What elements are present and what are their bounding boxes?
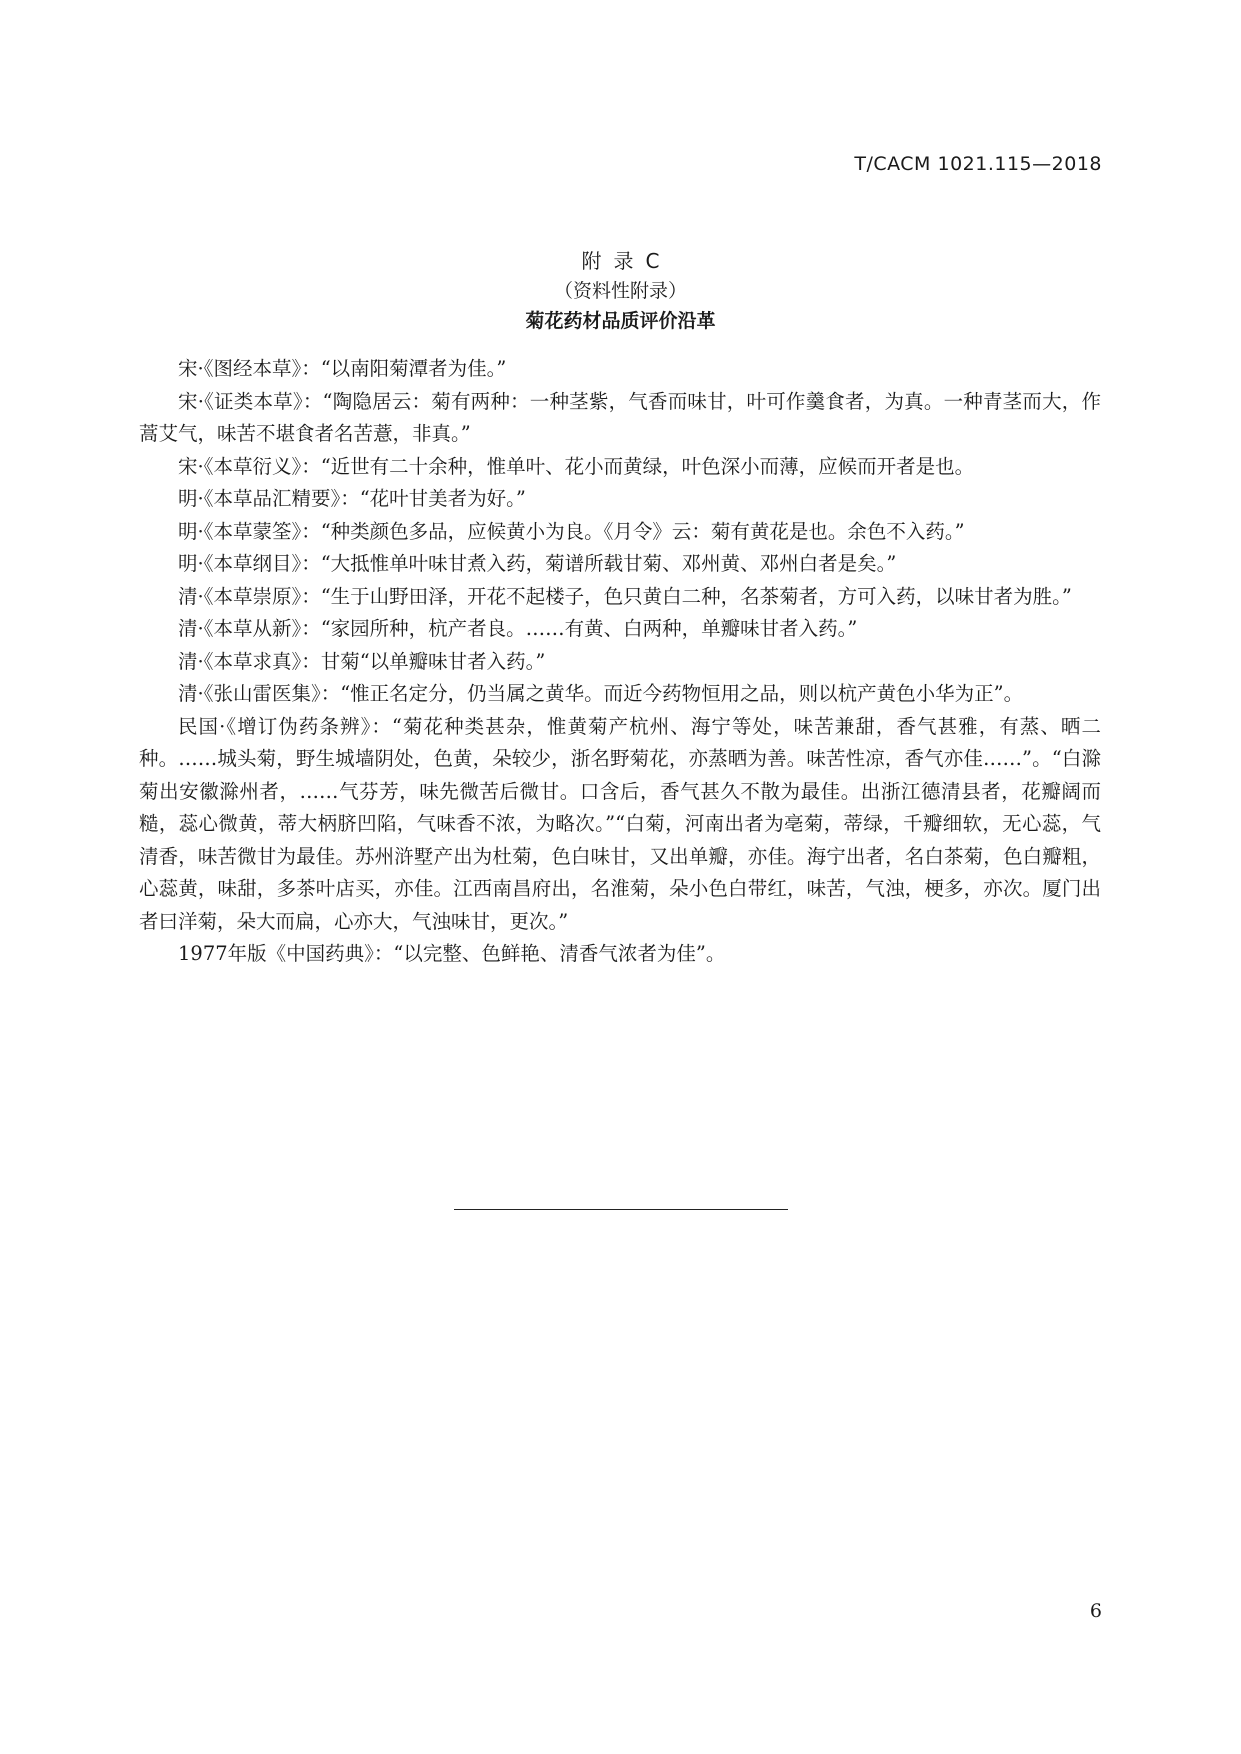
paragraph-ming-pinhui: 明·《本草品汇精要》：“花叶甘美者为好。” <box>178 487 526 510</box>
paragraph-ming-gangmu: 明·《本草纲目》：“大抵惟单叶味甘煮入药，菊谱所载甘菊、邓州黄、邓州白者是矣。” <box>178 552 897 575</box>
paragraph-qing-qiuzhen: 清·《本草求真》：甘菊“以单瓣味甘者入药。” <box>178 649 546 673</box>
document-code: T/CACM 1021.115—2018 <box>854 153 1102 175</box>
page-number: 6 <box>1089 1600 1102 1622</box>
appendix-title: 附录C <box>581 249 672 273</box>
paragraph-song-yanyi: 宋·《本草衍义》：“近世有二十余种，惟单叶、花小而黄绿，叶色深小而薄，应候而开者是也。 <box>178 454 975 478</box>
appendix-subtitle: （资料性附录） <box>553 280 687 302</box>
paragraph-song-tujing: 宋·《图经本草》：“以南阳菊潭者为佳。” <box>178 357 507 380</box>
appendix-heading <box>0 246 1241 336</box>
end-rule <box>454 1209 788 1210</box>
paragraph-minguo-weiyao: 民国·《增订伪药条辨》：“菊花种类甚杂，惟黄菊产杭州、海宁等处，味苦兼甜，香气甚雅，有蒸、晒二种。……城头菊，野生城墙阴处，色黄，朵较少，浙名野菊花，亦蒸晒为善。味苦性凉，香气亦佳……”。“白滁菊出安徽滁州者，……气芬芳，味先微苦后微甘。口含后，香气甚久不散为最佳。出浙江德清县者，花瓣阔而糙，蕊心微黄，蒂大柄脐凹陷，气味香不浓，为略次。”“白菊，河南出者为亳菊，蒂绿，千瓣细软，无心蕊，气清香，味苦微甘为最佳。苏州浒墅产出为杜菊，色白味甘，又出单瓣，亦佳。海宁出者，名白茶菊，色白瓣粗，心蕊黄，味甜，多茶叶店买，亦佳。江西南昌府出，名淮菊，朵小色白带红，味苦，气浊，梗多，亦次。厦门出者曰洋菊，朵大而扁，心亦大，气浊味甘，更次。” <box>139 714 1101 933</box>
paragraph-ming-mengquan: 明·《本草蒙筌》：“种类颜色多品，应候黄小为良。《月令》云：菊有黄花是也。余色不入药。” <box>178 519 965 543</box>
paragraph-qing-chongyuan: 清·《本草崇原》：“生于山野田泽，开花不起楼子，色只黄白二种，名茶菊者，方可入药，以味甘者为胜。” <box>178 584 1072 608</box>
appendix-name: 菊花药材品质评价沿革 <box>525 310 716 332</box>
paragraph-qing-zhangshanlei: 清·《张山雷医集》：“惟正名定分，仍当属之黄华。而近今药物恒用之品，则以杭产黄色小华为正”。 <box>178 682 1024 705</box>
paragraph-1977-pharmacopoeia: 1977年版《中国药典》：“以完整、色鲜艳、清香气浓者为佳”。 <box>178 942 726 965</box>
body-text <box>139 353 1101 971</box>
paragraph-song-zhenglei: 宋·《证类本草》：“陶隐居云：菊有两种：一种茎紫，气香而味甘，叶可作羹食者，为真。一种青茎而大，作蒿艾气，味苦不堪食者名苦薏，非真。” <box>139 389 1101 445</box>
paragraph-qing-congxin: 清·《本草从新》：“家园所种，杭产者良。……有黄、白两种，单瓣味甘者入药。” <box>178 617 858 640</box>
